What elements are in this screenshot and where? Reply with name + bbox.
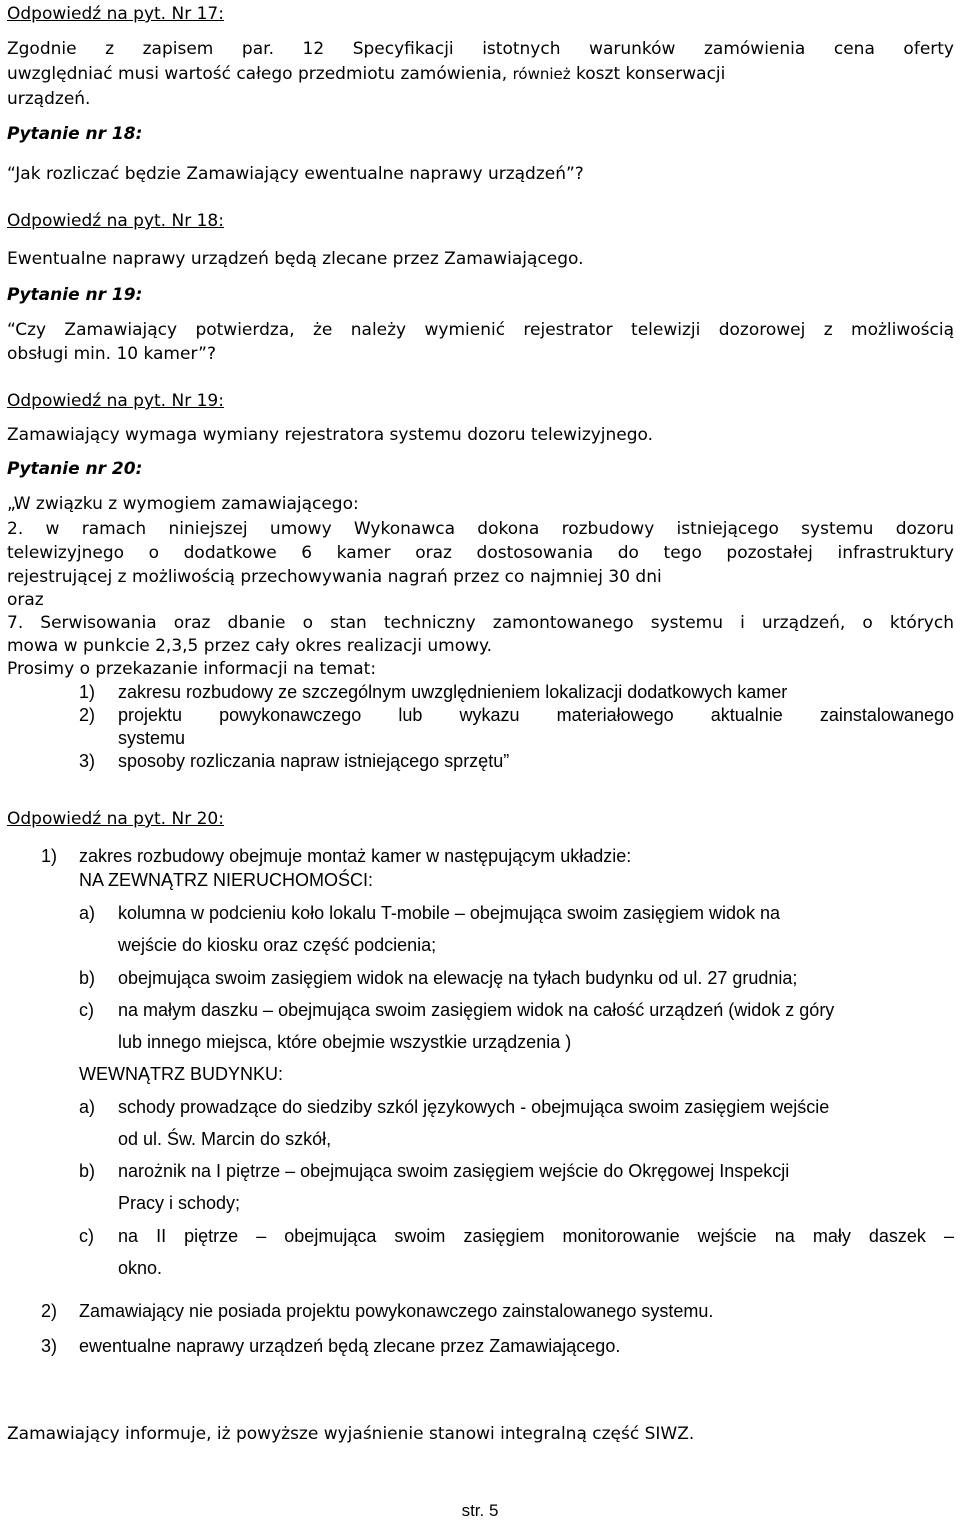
inside-c-line-1: na II piętrze – obejmująca swoim zasięgiem monitorowanie wejście na mały daszek –: [118, 1226, 954, 1246]
answer-20-point-1-title: zakres rozbudowy obejmuje montaż kamer w następującym układzie:: [79, 846, 632, 866]
question-20-point-2-line-2: telewizyjnego o dodatkowe 6 kamer oraz dostosowania do tego pozostałej infrastruktury: [7, 543, 954, 563]
outside-heading: NA ZEWNĄTRZ NIERUCHOMOŚCI:: [79, 870, 374, 890]
question-19-line-1: “Czy Zamawiający potwierdza, że należy wymienić rejestrator telewizji dozorowej z możliwością: [7, 320, 954, 340]
answer-20-point-2-text: Zamawiający nie posiada projektu powykonawczego zainstalowanego systemu.: [79, 1301, 714, 1321]
question-19-heading: Pytanie nr 19:: [7, 285, 143, 305]
answer-20-point-2-number: 2): [41, 1301, 58, 1321]
inside-heading: WEWNĄTRZ BUDYNKU:: [79, 1064, 283, 1084]
inside-b-line-2: Pracy i schody;: [118, 1193, 241, 1213]
outside-b-letter: b): [79, 968, 96, 988]
question-20-point-2-line-1: 2. w ramach niniejszej umowy Wykonawca dokona rozbudowy istniejącego systemu dozoru: [7, 519, 954, 539]
question-20-item-2-line-1: projektu powykonawczego lub wykazu materiałowego aktualnie zainstalowanego: [118, 705, 954, 725]
answer-17-line-2b: również: [512, 65, 571, 83]
question-20-point-2-line-3: rejestrującej z możliwością przechowywania nagrań przez co najmniej 30 dni: [7, 567, 662, 587]
closing-statement: Zamawiający informuje, iż powyższe wyjaśnienie stanowi integralną część SIWZ.: [7, 1424, 695, 1444]
answer-17-heading: Odpowiedź na pyt. Nr 17:: [7, 4, 224, 24]
question-20-heading: Pytanie nr 20:: [7, 459, 143, 479]
answer-20-heading: Odpowiedź na pyt. Nr 20:: [7, 809, 224, 829]
question-18-heading: Pytanie nr 18:: [7, 124, 143, 144]
answer-20-point-1-number: 1): [41, 846, 58, 866]
outside-a-line-1: kolumna w podcieniu koło lokalu T-mobile – obejmująca swoim zasięgiem widok na: [118, 903, 781, 923]
inside-c-letter: c): [79, 1226, 94, 1246]
answer-17-line-3: urządzeń.: [7, 89, 91, 109]
answer-17-line-2c: koszt konserwacji: [576, 64, 726, 84]
answer-20-point-3-number: 3): [41, 1336, 58, 1356]
question-20-oraz: oraz: [7, 590, 44, 610]
answer-17-line-2: [7, 63, 725, 85]
question-20-point-7-line-2: mowa w punkcie 2,3,5 przez cały okres realizacji umowy.: [7, 636, 493, 656]
answer-17-line-1: Zgodnie z zapisem par. 12 Specyfikacji istotnych warunków zamówienia cena oferty: [7, 39, 954, 59]
inside-b-line-1: narożnik na I piętrze – obejmująca swoim zasięgiem wejście do Okręgowej Inspekcji: [118, 1161, 790, 1181]
answer-17-line-2a: uwzględniać musi wartość całego przedmiotu zamówienia,: [7, 64, 508, 84]
question-19-line-2: obsługi min. 10 kamer”?: [7, 344, 216, 364]
inside-a-line-2: od ul. Św. Marcin do szkół,: [118, 1129, 332, 1149]
outside-a-line-2: wejście do kiosku oraz część podcienia;: [118, 935, 437, 955]
outside-c-line-1: na małym daszku – obejmująca swoim zasięgiem widok na całość urządzeń (widok z góry: [118, 1000, 835, 1020]
answer-18-text: Ewentualne naprawy urządzeń będą zlecane przez Zamawiającego.: [7, 249, 584, 269]
question-20-item-2-number: 2): [79, 705, 96, 725]
outside-c-line-2: lub innego miejsca, które obejmie wszystkie urządzenia ): [118, 1032, 572, 1052]
outside-b-line-1: obejmująca swoim zasięgiem widok na elewację na tyłach budynku od ul. 27 grudnia;: [118, 968, 798, 988]
inside-a-line-1: schody prowadzące do siedziby szkól językowych - obejmująca swoim zasięgiem wejście: [118, 1097, 830, 1117]
question-20-item-2-line-2: systemu: [118, 728, 186, 748]
question-20-item-1-text: zakresu rozbudowy ze szczególnym uwzględnieniem lokalizacji dodatkowych kamer: [118, 682, 788, 702]
question-20-item-1-number: 1): [79, 682, 96, 702]
question-20-item-3-number: 3): [79, 751, 96, 771]
outside-a-letter: a): [79, 903, 96, 923]
question-18-text: “Jak rozliczać będzie Zamawiający ewentualne naprawy urządzeń”?: [7, 164, 584, 184]
question-20-point-7-line-1: 7. Serwisowania oraz dbanie o stan techniczny zamontowanego systemu i urządzeń, o których: [7, 613, 954, 633]
page-number: str. 5: [461, 1501, 499, 1520]
question-20-request: Prosimy o przekazanie informacji na temat:: [7, 659, 377, 679]
answer-19-text: Zamawiający wymaga wymiany rejestratora systemu dozoru telewizyjnego.: [7, 425, 654, 445]
inside-a-letter: a): [79, 1097, 96, 1117]
outside-c-letter: c): [79, 1000, 94, 1020]
inside-b-letter: b): [79, 1161, 96, 1181]
inside-c-line-2: okno.: [118, 1258, 163, 1278]
question-20-intro: „W związku z wymogiem zamawiającego:: [7, 494, 359, 514]
answer-19-heading: Odpowiedź na pyt. Nr 19:: [7, 391, 224, 411]
question-20-item-3-text: sposoby rozliczania napraw istniejącego sprzętu”: [118, 751, 510, 771]
answer-18-heading: Odpowiedź na pyt. Nr 18:: [7, 211, 224, 231]
answer-20-point-3-text: ewentualne naprawy urządzeń będą zlecane przez Zamawiającego.: [79, 1336, 621, 1356]
